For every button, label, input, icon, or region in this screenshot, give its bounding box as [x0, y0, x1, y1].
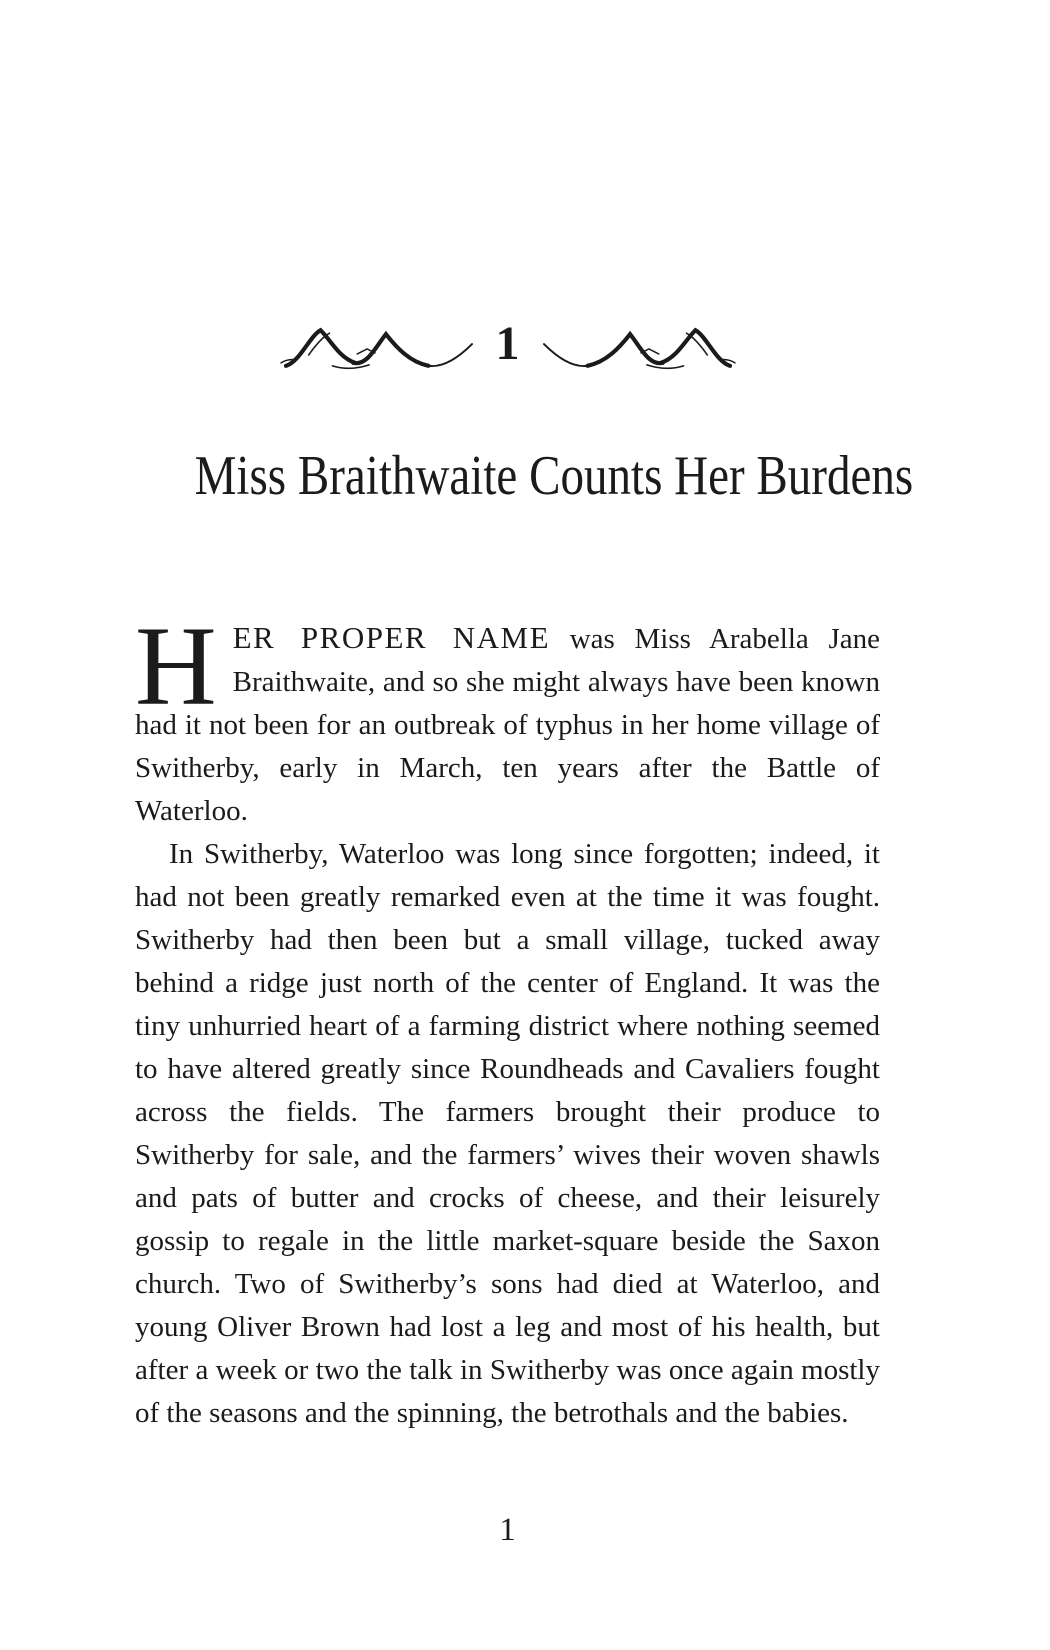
chapter-heading-ornament: [135, 317, 880, 374]
paragraph-second: In Switherby, Waterloo was long since forgotten; indeed, it had not been greatly remarked even at the time it was fought. Switherby had then been but a small village, tucked away behind a ridge just north of the center of England. It was the tiny unhurried heart of a farming district where nothing seemed to have altered greatly since Roundheads and Cavaliers fought across the fields. The farmers brought their produce to Switherby for sale, and the farmers’ wives their woven shawls and pats of butter and crocks of cheese, and their leisurely gossip to regale in the little market-square beside the Saxon church. Two of Switherby’s sons had died at Waterloo, and young Oliver Brown had lost a leg and most of his health, but after a week or two the talk in Switherby was once again mostly of the seasons and the spinning, the betrothals and the babies.: [135, 838, 880, 1429]
paragraph-first: [135, 604, 880, 833]
paragraph-first-text: was Miss Arabella Jane Braithwaite, and so she might always have been known had it not been for an outbreak of typhus in her home village of Switherby, early in March, ten years after the Battle of Waterloo.: [135, 623, 880, 827]
lead-in-caps: ER PROPER NAME: [232, 620, 551, 655]
wave-flourish-right-icon: [540, 322, 738, 374]
chapter-number: 1: [495, 317, 520, 370]
page-number: 1: [499, 1512, 516, 1548]
wave-flourish-left-icon: [278, 322, 476, 374]
body-text: [135, 604, 880, 1435]
drop-cap: H: [135, 604, 217, 729]
chapter-title: Miss Braithwaite Counts Her Burdens: [194, 445, 914, 507]
